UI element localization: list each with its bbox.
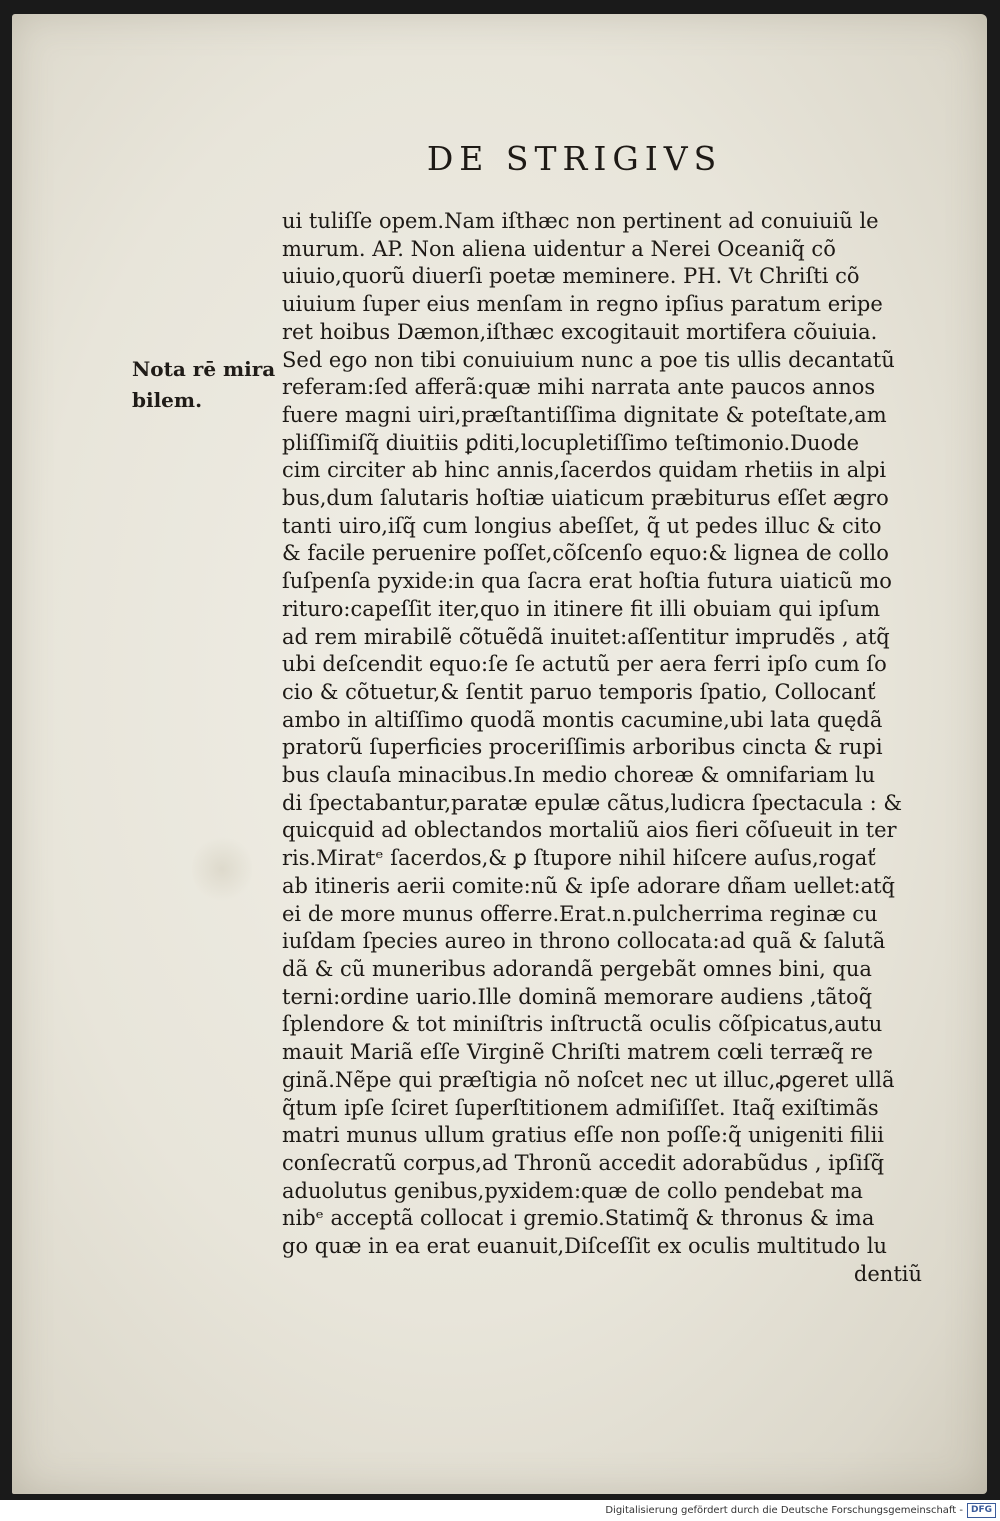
text-line: pliſſimiſq̃ diuitiis ꝑditi,locupletiſſimo teſtimonio.Duode [282,430,859,455]
text-line: & facile peruenire poſſet,cõſcenſo equo:& lignea de collo [282,541,889,566]
marginal-note [132,354,276,416]
text-line: ei de more munus offerre.Erat.n.pulcherrima reginæ cu [282,901,878,926]
text-line: ab itineris aerii comite:nũ & ipſe adorare dñam uellet:atq̃ [282,873,895,898]
text-line: pratorũ ſuperficies proceriſſimis arboribus cincta & rupi [282,735,883,760]
text-line: rituro:capeſſit iter,quo in itinere fit illi obuiam qui ipſum [282,596,880,621]
text-line: ris.Miratᵉ ſacerdos,& ꝑ ſtupore nihil hiſcere auſus,rogať [282,846,876,871]
running-head: DE STRIGIVS [426,139,723,178]
text-line: murum. AP. Non aliena uidentur a Nerei Oceaniq̃ cõ [282,236,836,261]
text-line: matri munus ullum gratius eſſe non poſſe:q̃ unigeniti filii [282,1123,885,1148]
footer-credit: Digitalisierung gefördert durch die Deutsche Forschungsgemeinschaft - [605,1505,963,1516]
text-line: ad rem mirabilẽ cõtuẽdã inuitet:aſſentitur imprudẽs , atq̃ [282,624,890,649]
text-line: uiuio,quorũ diuerſi poetæ meminere. PH. Vt Chriſti cõ [282,264,860,289]
text-line: mauit Mariã eſſe Virginẽ Chriſti matrem cœli terræq̃ re [282,1040,873,1065]
text-line: uiuium ſuper eius menſam in regno ipſius paratum eripe [282,292,883,317]
text-line: quicquid ad oblectandos mortaliũ aios fieri cõſueuit in ter [282,818,897,843]
text-line: nibᵉ acceptã collocat i gremio.Statimq̃ & thronus & ima [282,1206,875,1231]
text-line: cim circiter ab hinc annis,ſacerdos quidam rhetiis in alpi [282,458,887,483]
book-page [12,14,987,1494]
marginal-note-line: Nota rē mira [132,357,276,381]
text-line: ambo in altiſſimo quodã montis cacumine,ubi lata quędã [282,707,883,732]
text-line: ginã.Nẽpe qui præſtigia nõ noſcet nec ut illuc,ꝓgeret ullã [282,1067,895,1092]
text-line: tanti uiro,iſq̃ cum longius abeſſet, q̃ ut pedes illuc & cito [282,513,882,538]
body-text [282,208,942,1288]
text-line: ui tuliſſe opem.Nam iſthæc non pertinent ad conuiuiũ le [282,209,879,233]
text-line: ret hoibus Dæmon,iſthæc excogitauit mortifera cõuiuia. [282,319,878,344]
text-line: bus,dum ſalutaris hoſtiæ uiaticum præbiturus eſſet ægro [282,486,889,511]
paper-stain [192,834,252,904]
text-line: dã & cũ muneribus adorandã pergebãt omnes bini, qua [282,956,872,981]
text-line: ſplendore & tot miniſtris inſtructã oculis cõſpicatus,autu [282,1012,883,1037]
text-line: terni:ordine uario.Ille dominã memorare audiens ,tãtoq̃ [282,984,873,1009]
text-line: conſecratũ corpus,ad Thronũ accedit adorabũdus , ipſiſq̃ [282,1150,885,1175]
marginal-note-line: bilem. [132,388,203,412]
text-line: iuſdam ſpecies aureo in throno collocata:ad quã & ſalutã [282,929,886,954]
text-line: q̃tum ipſe ſciret ſuperſtitionem admiſiſſet. Itaq̃ exiſtimãs [282,1095,879,1120]
text-line: go quæ in ea erat euanuit,Diſceſſit ex oculis multitudo lu [282,1234,888,1259]
text-line: ubi deſcendit equo:ſe ſe actutũ per aera ferri ipſo cum ſo [282,652,887,677]
text-line: aduolutus genibus,pyxidem:quæ de collo pendebat ma [282,1178,863,1203]
footer-bar [0,1500,1000,1521]
text-line: referam:ſed afferã:quæ mihi narrata ante paucos annos [282,375,876,400]
text-line: cio & cõtuetur,& ſentit paruo temporis ſpatio, Collocanť [282,679,876,704]
text-line: bus clauſa minacibus.In medio choreæ & omnifariam lu [282,763,876,788]
dfg-logo: DFG [967,1503,996,1518]
text-line: ſuſpenſa pyxide:in qua ſacra erat hoſtia futura uiaticũ mo [282,569,892,594]
text-line: fuere magni uiri,præſtantiſſima dignitate & poteſtate,am [282,402,887,427]
text-line: dentiũ [853,1261,922,1286]
text-line: di ſpectabantur,paratæ epulæ cãtus,ludicra ſpectacula : & [282,790,903,815]
text-line: Sed ego non tibi conuiuium nunc a poe tis ullis decantatũ [282,347,895,372]
